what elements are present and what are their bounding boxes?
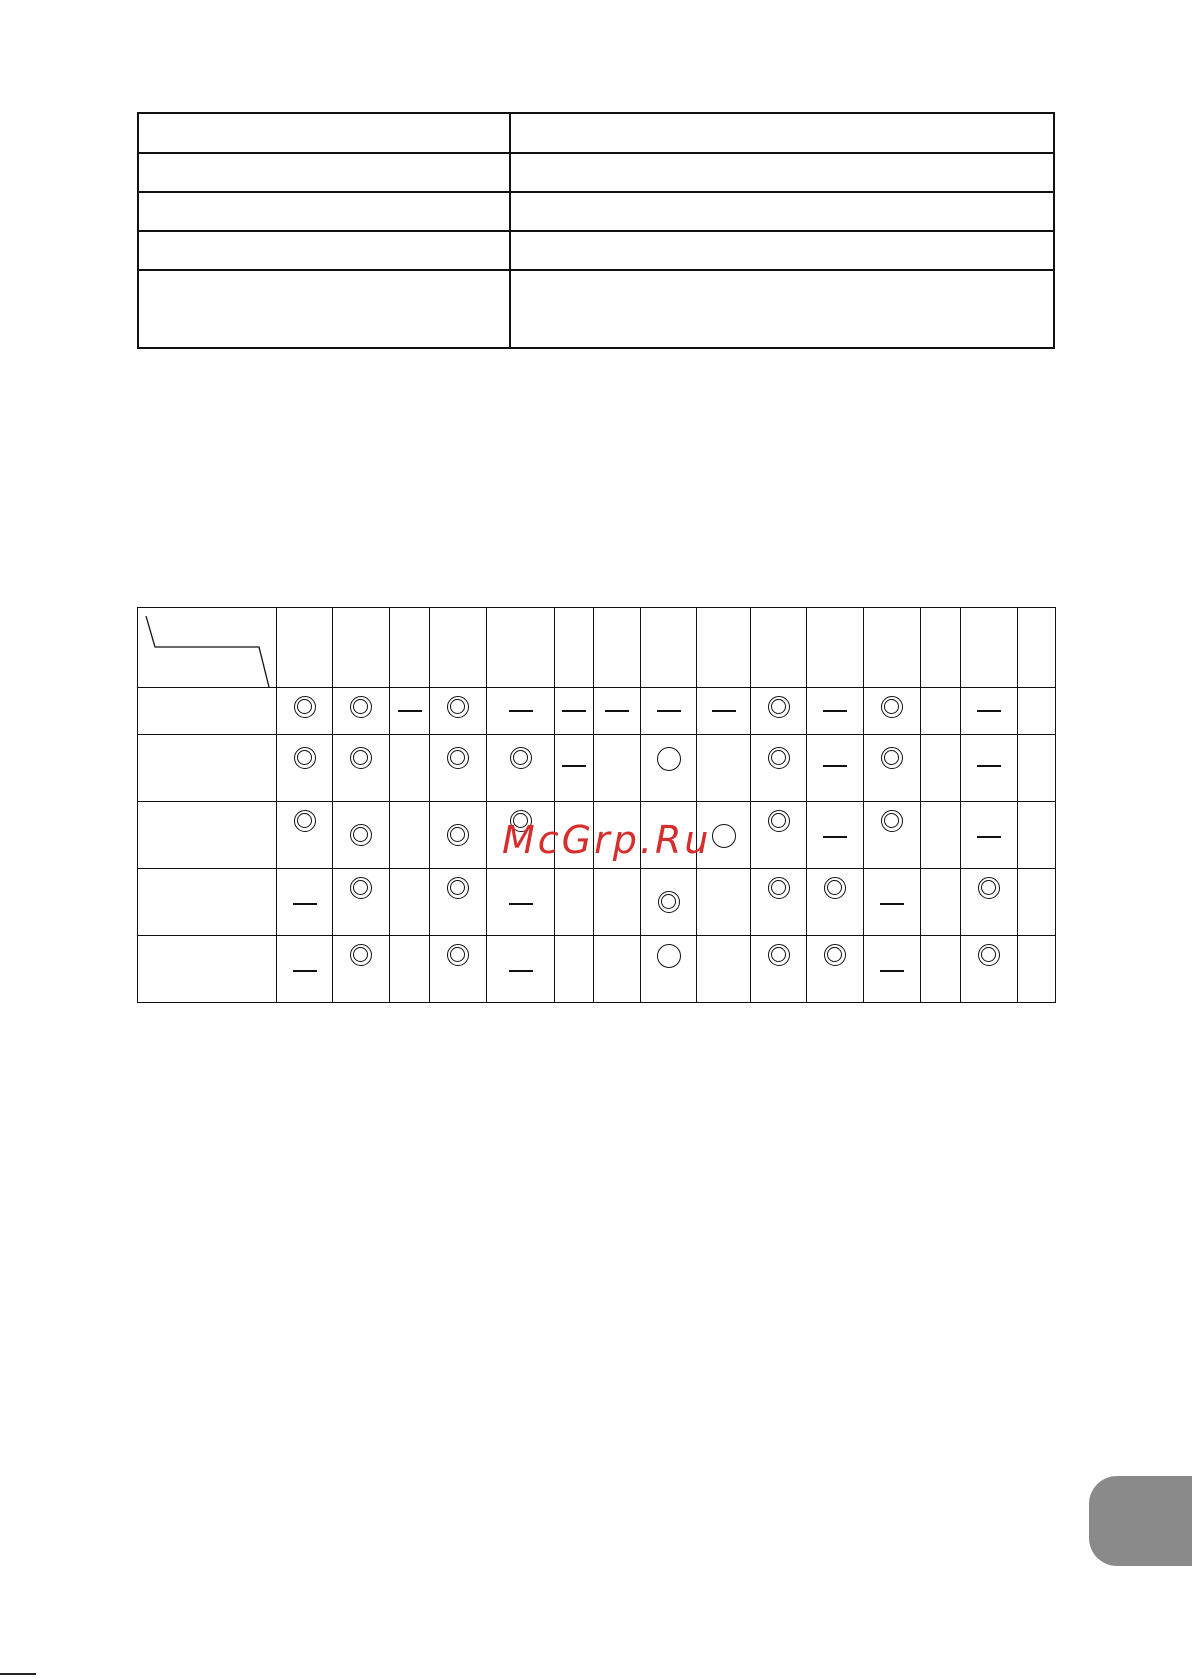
circle-icon — [657, 747, 681, 771]
table-cell — [864, 869, 921, 936]
column-header — [555, 608, 594, 688]
table-cell — [594, 735, 641, 802]
dash-icon — [977, 836, 1001, 838]
table-row — [138, 869, 1056, 936]
table-cell — [807, 688, 864, 735]
table-cell — [1018, 869, 1056, 936]
column-header — [1018, 608, 1056, 688]
table-cell — [277, 735, 333, 802]
table-cell — [277, 802, 333, 869]
diagonal-divider — [138, 608, 277, 687]
spec-label — [138, 153, 510, 192]
double-circle-icon — [768, 696, 790, 718]
row-header — [138, 802, 277, 869]
double-circle-icon — [881, 747, 903, 769]
table-cell — [751, 735, 807, 802]
double-circle-icon — [350, 696, 372, 718]
header-row — [138, 608, 1056, 688]
row-header — [138, 735, 277, 802]
table-cell — [1018, 936, 1056, 1003]
table-cell — [921, 869, 961, 936]
table-cell — [807, 802, 864, 869]
spec-value — [510, 231, 1054, 270]
table-cell — [390, 869, 430, 936]
column-header — [594, 608, 641, 688]
table-cell — [697, 869, 751, 936]
spec-row — [138, 270, 1054, 348]
dash-icon — [977, 765, 1001, 767]
double-circle-icon — [768, 877, 790, 899]
table-cell — [921, 802, 961, 869]
table-cell — [1018, 735, 1056, 802]
table-cell — [390, 802, 430, 869]
table-row — [138, 688, 1056, 735]
table-cell — [390, 735, 430, 802]
table-cell — [333, 688, 390, 735]
column-header — [921, 608, 961, 688]
table-cell — [961, 688, 1018, 735]
table-cell — [333, 735, 390, 802]
table-cell — [1018, 802, 1056, 869]
table-cell — [277, 936, 333, 1003]
double-circle-icon — [447, 824, 469, 846]
table-cell — [751, 869, 807, 936]
column-header — [277, 608, 333, 688]
dash-icon — [509, 903, 533, 905]
table-cell — [751, 802, 807, 869]
column-header — [697, 608, 751, 688]
table-cell — [961, 936, 1018, 1003]
double-circle-icon — [294, 810, 316, 832]
spec-row — [138, 231, 1054, 270]
table-cell — [430, 869, 487, 936]
column-header — [430, 608, 487, 688]
row-header — [138, 936, 277, 1003]
table-cell — [697, 688, 751, 735]
dash-icon — [293, 970, 317, 972]
table-cell — [641, 688, 697, 735]
table-cell — [751, 936, 807, 1003]
double-circle-icon — [978, 944, 1000, 966]
table-cell — [390, 688, 430, 735]
dash-icon — [293, 903, 317, 905]
dash-icon — [823, 765, 847, 767]
double-circle-icon — [294, 747, 316, 769]
table-cell — [487, 735, 555, 802]
page-edge-mark — [0, 1673, 36, 1675]
spec-row — [138, 113, 1054, 153]
table-cell — [961, 735, 1018, 802]
table-cell — [864, 688, 921, 735]
table-cell — [555, 688, 594, 735]
column-header — [807, 608, 864, 688]
section-tab — [1089, 1476, 1192, 1566]
table-cell — [864, 936, 921, 1003]
table-cell — [807, 869, 864, 936]
table-cell — [594, 936, 641, 1003]
circle-icon — [657, 944, 681, 968]
table-cell — [864, 735, 921, 802]
table-cell — [594, 688, 641, 735]
table-cell — [277, 688, 333, 735]
double-circle-icon — [978, 877, 1000, 899]
dash-icon — [398, 710, 422, 712]
spec-value — [510, 153, 1054, 192]
table-cell — [333, 936, 390, 1003]
double-circle-icon — [447, 944, 469, 966]
dash-icon — [823, 836, 847, 838]
table-cell — [390, 936, 430, 1003]
dash-icon — [712, 710, 736, 712]
column-header — [641, 608, 697, 688]
column-header — [864, 608, 921, 688]
column-header — [487, 608, 555, 688]
table-cell — [487, 869, 555, 936]
table-cell — [921, 735, 961, 802]
corner-cell — [138, 608, 277, 688]
circle-icon — [712, 824, 736, 848]
spec-value — [510, 113, 1054, 153]
double-circle-icon — [447, 877, 469, 899]
dash-icon — [880, 903, 904, 905]
double-circle-icon — [768, 810, 790, 832]
table-cell — [430, 735, 487, 802]
spec-label — [138, 113, 510, 153]
spec-value — [510, 192, 1054, 231]
double-circle-icon — [350, 747, 372, 769]
table-cell — [807, 735, 864, 802]
double-circle-icon — [350, 824, 372, 846]
dash-icon — [605, 710, 629, 712]
double-circle-icon — [768, 944, 790, 966]
table-row — [138, 735, 1056, 802]
spec-label — [138, 270, 510, 348]
double-circle-icon — [447, 747, 469, 769]
dash-icon — [880, 970, 904, 972]
double-circle-icon — [510, 747, 532, 769]
table-cell — [430, 688, 487, 735]
spec-label — [138, 231, 510, 270]
spec-row — [138, 153, 1054, 192]
row-header — [138, 688, 277, 735]
column-header — [751, 608, 807, 688]
table-cell — [487, 936, 555, 1003]
spec-value — [510, 270, 1054, 348]
table-cell — [333, 802, 390, 869]
dash-icon — [823, 710, 847, 712]
table-cell — [277, 869, 333, 936]
dash-icon — [509, 710, 533, 712]
spec-label — [138, 192, 510, 231]
table-cell — [1018, 688, 1056, 735]
table-cell — [921, 936, 961, 1003]
table-cell — [555, 869, 594, 936]
table-cell — [555, 936, 594, 1003]
table-cell — [555, 735, 594, 802]
dash-icon — [562, 710, 586, 712]
double-circle-icon — [294, 696, 316, 718]
table-cell — [751, 688, 807, 735]
table-cell — [333, 869, 390, 936]
watermark: McGrp.Ru — [502, 818, 712, 862]
double-circle-icon — [824, 944, 846, 966]
dash-icon — [562, 765, 586, 767]
dash-icon — [509, 970, 533, 972]
double-circle-icon — [881, 810, 903, 832]
table-cell — [641, 869, 697, 936]
table-cell — [921, 688, 961, 735]
spec-row — [138, 192, 1054, 231]
table-cell — [961, 869, 1018, 936]
column-header — [961, 608, 1018, 688]
row-header — [138, 869, 277, 936]
double-circle-icon — [350, 877, 372, 899]
table-row — [138, 936, 1056, 1003]
table-cell — [697, 936, 751, 1003]
spec-table — [137, 112, 1055, 349]
table-cell — [864, 802, 921, 869]
double-circle-icon — [768, 747, 790, 769]
double-circle-icon — [350, 944, 372, 966]
double-circle-icon — [824, 877, 846, 899]
column-header — [333, 608, 390, 688]
table-cell — [641, 735, 697, 802]
table-cell — [430, 936, 487, 1003]
table-cell — [697, 735, 751, 802]
table-cell — [487, 688, 555, 735]
double-circle-icon — [881, 696, 903, 718]
table-cell — [961, 802, 1018, 869]
compatibility-table — [137, 607, 1056, 1003]
table-cell — [807, 936, 864, 1003]
table-cell — [430, 802, 487, 869]
double-circle-icon — [658, 891, 680, 913]
column-header — [390, 608, 430, 688]
dash-icon — [657, 710, 681, 712]
table-cell — [594, 869, 641, 936]
table-cell — [641, 936, 697, 1003]
dash-icon — [977, 710, 1001, 712]
double-circle-icon — [447, 696, 469, 718]
